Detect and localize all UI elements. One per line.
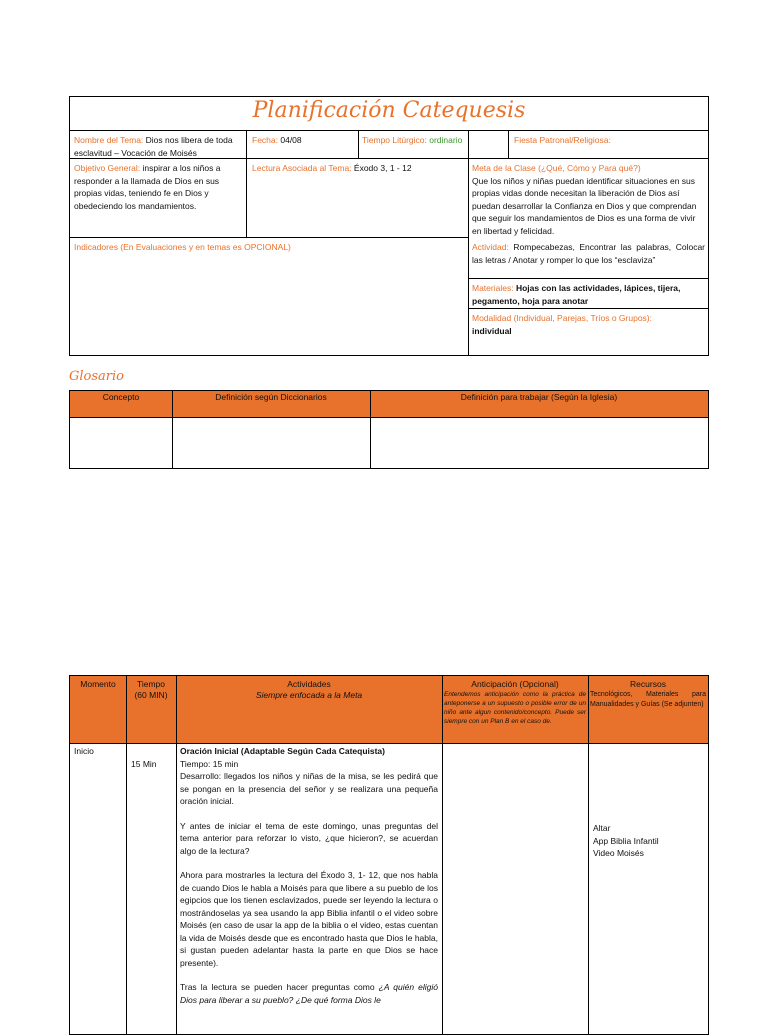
plan-col-anticipacion-label: Anticipación (Opcional) — [471, 679, 559, 689]
glosario-col-iglesia: Definición para trabajar (Según la Iglesia) — [460, 392, 618, 402]
act-p4a: Tras la lectura se pueden hacer preguntas como — [180, 982, 379, 992]
row-recursos — [589, 820, 708, 862]
objetivo-cell — [70, 160, 246, 214]
actividad-label: Actividad: — [472, 242, 509, 252]
lectura-cell — [248, 160, 468, 177]
materiales-value: Hojas con las actividades, lápices, tijera, pegamento, hoja para anotar — [472, 283, 681, 306]
objetivo-label: Objetivo General: — [74, 163, 141, 173]
objetivo-value: inspirar a los niños a responder a la llamada de Dios en sus propias vidas, teniendo fe en Dios y obedeciendo los mandamientos. — [74, 163, 221, 211]
tiempo-cell — [358, 132, 468, 149]
plan-col-recursos-sub: Tecnológicos, Materiales para Manualidades y Guías (Se adjunten) — [590, 691, 706, 708]
recurso-app-biblia: App Biblia Infantil — [593, 835, 659, 846]
plan-col-recursos — [590, 679, 706, 710]
row-momento: Inicio — [74, 746, 94, 756]
lectura-label: Lectura Asociada al Tema: — [252, 163, 352, 173]
glosario-title: Glosario — [69, 369, 124, 384]
row-tiempo: 15 Min — [131, 759, 157, 769]
lectura-value: Éxodo 3, 1 - 12 — [351, 163, 412, 173]
act-p4b: ¿A quién eligió Dios para liberar a su pueblo? ¿De qué forma Dios le — [180, 982, 438, 1005]
materiales-cell — [468, 280, 709, 309]
glosario-col-diccionario: Definición según Diccionarios — [215, 392, 327, 402]
meta-value: Que los niños y niñas puedan identificar situaciones en sus propias vidas donde necesitan la liberación de Dios así puedan desarrollar la Confianza en Dios y que comprendan que seguir los mandamientos de Dios es una forma de vivir en libertad y felicidad. — [472, 175, 697, 236]
materiales-label: Materiales: — [472, 283, 514, 293]
tiempo-label: Tiempo Litúrgico: — [362, 135, 427, 145]
modalidad-label: Modalidad (Individual, Parejas, Tríos o Grupos): — [472, 313, 653, 323]
plan-col-actividades-sub: Siempre enfocada a la Meta — [255, 690, 363, 700]
actividad-cell — [468, 239, 709, 268]
fiesta-cell — [510, 132, 708, 149]
plan-col-tiempo — [126, 679, 176, 701]
indicadores-label: Indicadores (En Evaluaciones y en temas es OPCIONAL) — [74, 242, 291, 252]
glosario-col-concepto: Concepto — [102, 392, 140, 402]
act-p1b: Desarrollo: llegados los niños y niñas de la misa, se les pedirá que se pongan en la presencia del señor y se realizara una pequeña oración inicial. — [180, 771, 438, 806]
act-p1a: Tiempo: 15 min — [180, 758, 239, 769]
recurso-altar: Altar — [593, 823, 611, 833]
plan-col-tiempo-sub: (60 MIN) — [134, 690, 168, 700]
plan-col-anticipacion — [444, 679, 586, 726]
act-p2: Y antes de iniciar el tema de este domingo, unas preguntas del tema anterior para reforzar lo visto, ¿que hicieron?, se acuerdan algo de la lectura? — [180, 820, 438, 856]
fecha-label: Fecha: — [252, 135, 278, 145]
fiesta-label: Fiesta Patronal/Religiosa: — [514, 135, 611, 145]
tema-cell — [70, 132, 246, 161]
act-title: Oración Inicial (Adaptable Según Cada Catequista) — [180, 746, 385, 756]
plan-col-momento: Momento — [80, 679, 116, 689]
recurso-video: Video Moisés — [593, 848, 644, 858]
plan-col-actividades — [176, 679, 442, 701]
tema-label: Nombre del Tema: — [74, 135, 144, 145]
meta-cell — [468, 160, 709, 239]
tema-value: Dios nos libera de toda esclavitud – Vocación de Moisés — [74, 135, 233, 158]
meta-label: Meta de la Clase (¿Qué, Cómo y Para qué?) — [472, 163, 641, 173]
actividad-value: Rompecabezas, Encontrar las palabras, Colocar las letras / Anotar y romper lo que los “esclaviza” — [472, 242, 705, 265]
plan-col-anticipacion-sub: Entendemos anticipación como la práctica de anteponerse a un supuesto o posible error de un niño ante algun contenido/concepto. Puede ser siempre con un Plan B en el caso de. — [444, 691, 586, 725]
modalidad-cell — [468, 310, 709, 339]
plan-col-recursos-label: Recursos — [630, 679, 666, 689]
plan-col-tiempo-label: Tiempo — [136, 679, 166, 689]
modalidad-value: individual — [472, 325, 512, 336]
fecha-cell — [248, 132, 358, 149]
tiempo-value: ordinario — [426, 135, 463, 145]
act-p3: Ahora para mostrarles la lectura del Éxodo 3, 1- 12, que nos habla de cuando Dios le habla a Moisés para que libere a su pueblo de los egipcios que los tienen esclavizados, puede ser leyendo la lectura o mostrándoselas ya sea usando la app Biblia infantil o el video sobre Moisés (en caso de usar la app de la biblia o el video, estas cuentan la vida de Moisés desde que es encontrado hasta que Dios le habla, si gustan pueden adelantar hasta la parte en que Dios se hace presente). — [180, 870, 439, 968]
page-title: Planificación Catequesis — [252, 98, 526, 123]
act-p4 — [180, 981, 438, 1006]
indicadores-cell — [70, 239, 468, 256]
row-actividades — [176, 743, 442, 1024]
fecha-value: 04/08 — [278, 135, 302, 145]
plan-col-actividades-label: Actividades — [287, 679, 331, 689]
